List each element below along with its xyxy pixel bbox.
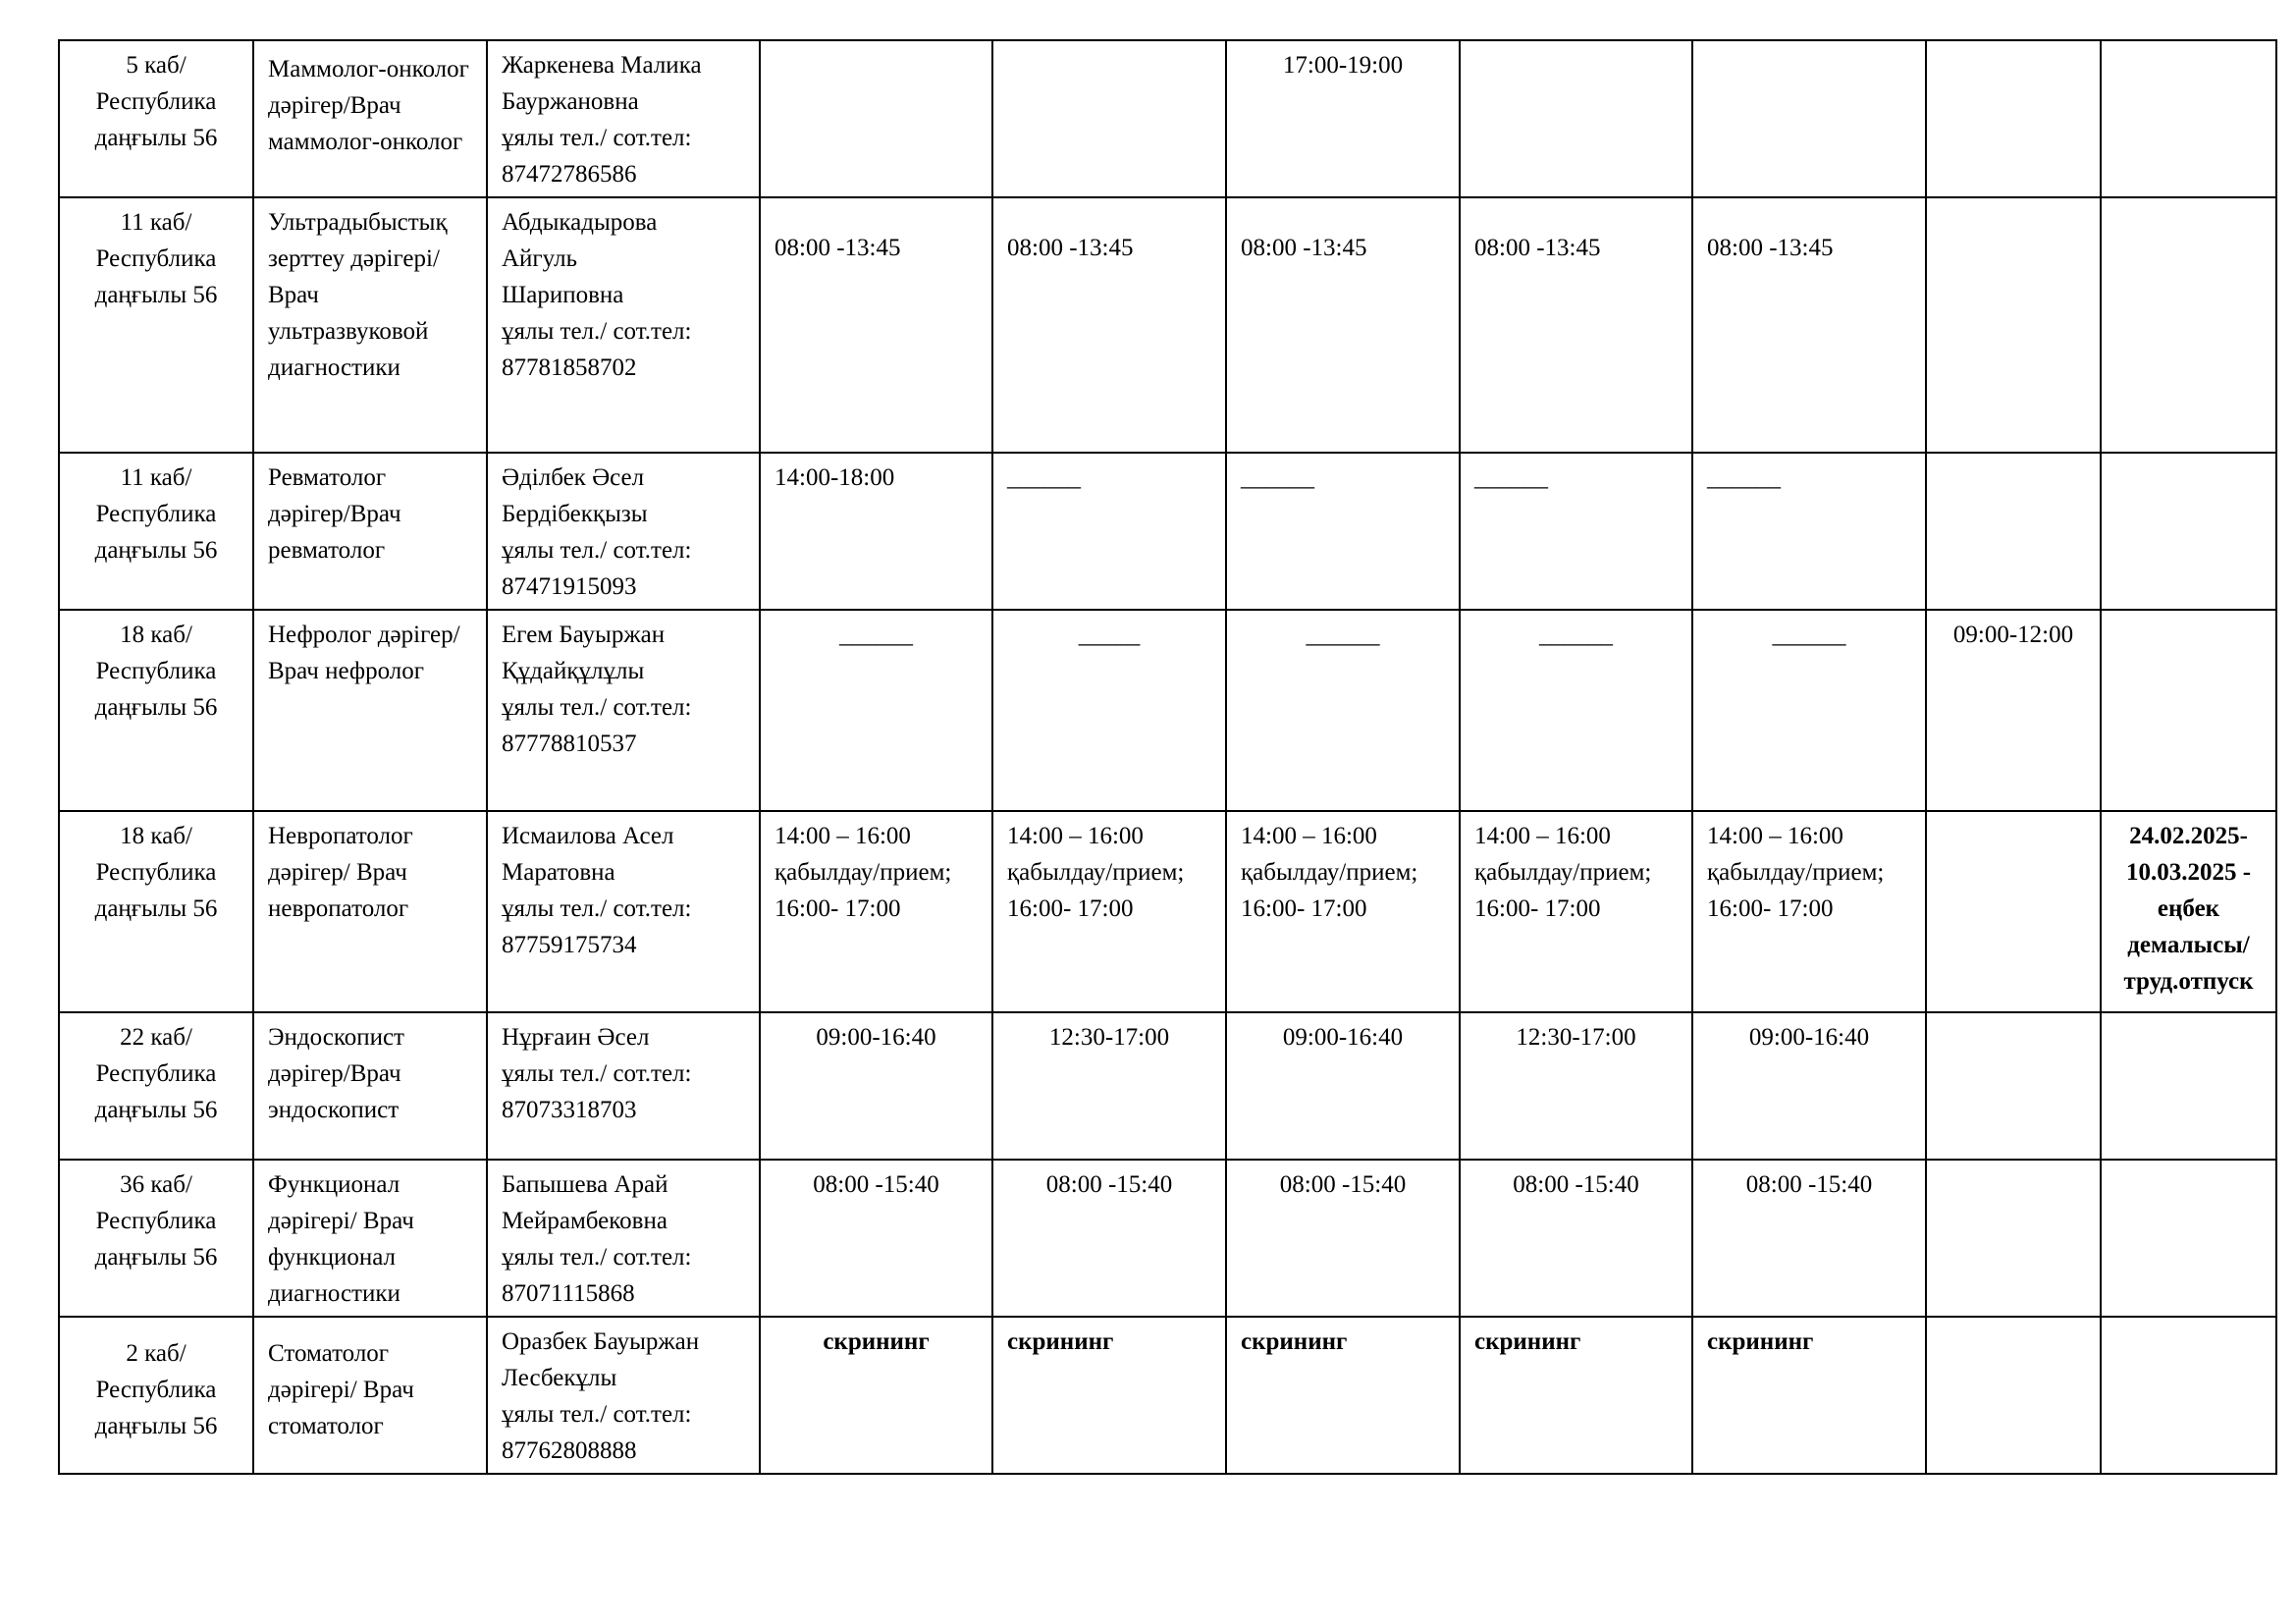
saturday-cell xyxy=(1926,197,2101,453)
friday-cell: 08:00 -15:40 xyxy=(1692,1160,1926,1317)
tuesday-cell xyxy=(992,40,1226,197)
tuesday-cell: ______ xyxy=(992,453,1226,610)
specialty-cell: Невропатолог дәрігер/ Врач невропатолог xyxy=(253,811,487,1012)
table-row xyxy=(59,811,2276,1012)
cabinet-cell: 22 каб/ Республика даңғылы 56 xyxy=(59,1012,253,1160)
doctor-cell: Абдыкадырова Айгуль Шариповна ұялы тел./ сот.тел: 87781858702 xyxy=(487,197,760,453)
tuesday-cell: скрининг xyxy=(992,1317,1226,1474)
specialty-cell: Функционал дәрігері/ Врач функционал диагностики xyxy=(253,1160,487,1317)
tuesday-cell: _____ xyxy=(992,610,1226,811)
tuesday-cell: 08:00 -13:45 xyxy=(992,197,1226,453)
note-cell xyxy=(2101,197,2276,453)
monday-cell: 08:00 -13:45 xyxy=(760,197,992,453)
cabinet-cell: 18 каб/ Республика даңғылы 56 xyxy=(59,610,253,811)
wednesday-cell: 08:00 -15:40 xyxy=(1226,1160,1460,1317)
doctor-cell: Егем Бауыржан Құдайқұлұлы ұялы тел./ сот.тел: 87778810537 xyxy=(487,610,760,811)
friday-cell: скрининг xyxy=(1692,1317,1926,1474)
tuesday-cell: 12:30-17:00 xyxy=(992,1012,1226,1160)
wednesday-cell: 14:00 – 16:00 қабылдау/прием; 16:00- 17:00 xyxy=(1226,811,1460,1012)
note-cell xyxy=(2101,610,2276,811)
cabinet-cell: 11 каб/ Республика даңғылы 56 xyxy=(59,197,253,453)
table-row xyxy=(59,197,2276,453)
monday-cell: скрининг xyxy=(760,1317,992,1474)
table-row xyxy=(59,610,2276,811)
thursday-cell: 14:00 – 16:00 қабылдау/прием; 16:00- 17:00 xyxy=(1460,811,1692,1012)
table-row xyxy=(59,1160,2276,1317)
friday-cell xyxy=(1692,40,1926,197)
friday-cell: 09:00-16:40 xyxy=(1692,1012,1926,1160)
tuesday-cell: 08:00 -15:40 xyxy=(992,1160,1226,1317)
doctor-cell: Исмаилова Асел Маратовна ұялы тел./ сот.тел: 87759175734 xyxy=(487,811,760,1012)
monday-cell: ______ xyxy=(760,610,992,811)
cabinet-cell: 18 каб/ Республика даңғылы 56 xyxy=(59,811,253,1012)
table-row xyxy=(59,453,2276,610)
monday-cell: 09:00-16:40 xyxy=(760,1012,992,1160)
cabinet-cell: 11 каб/ Республика даңғылы 56 xyxy=(59,453,253,610)
saturday-cell xyxy=(1926,811,2101,1012)
doctor-cell: Оразбек Бауыржан Лесбекұлы ұялы тел./ сот.тел: 87762808888 xyxy=(487,1317,760,1474)
wednesday-cell: скрининг xyxy=(1226,1317,1460,1474)
monday-cell xyxy=(760,40,992,197)
cabinet-cell: 2 каб/ Республика даңғылы 56 xyxy=(59,1317,253,1474)
note-cell xyxy=(2101,40,2276,197)
wednesday-cell: ______ xyxy=(1226,453,1460,610)
tuesday-cell: 14:00 – 16:00 қабылдау/прием; 16:00- 17:00 xyxy=(992,811,1226,1012)
specialty-cell: Ультрадыбыстық зерттеу дәрігері/ Врач ультразвуковой диагностики xyxy=(253,197,487,453)
thursday-cell: 08:00 -15:40 xyxy=(1460,1160,1692,1317)
doctor-cell: Әділбек Әсел Бердібекқызы ұялы тел./ сот.тел: 87471915093 xyxy=(487,453,760,610)
cabinet-cell: 36 каб/ Республика даңғылы 56 xyxy=(59,1160,253,1317)
doctor-schedule-table xyxy=(58,39,2277,1475)
wednesday-cell: ______ xyxy=(1226,610,1460,811)
friday-cell: 14:00 – 16:00 қабылдау/прием; 16:00- 17:00 xyxy=(1692,811,1926,1012)
table-row xyxy=(59,1012,2276,1160)
saturday-cell xyxy=(1926,1317,2101,1474)
saturday-cell xyxy=(1926,1160,2101,1317)
note-cell: 24.02.2025-10.03.2025 - еңбек демалысы/ труд.отпуск xyxy=(2101,811,2276,1012)
specialty-cell: Маммолог-онколог дәрігер/Врач маммолог-онколог xyxy=(253,40,487,197)
thursday-cell: 12:30-17:00 xyxy=(1460,1012,1692,1160)
cabinet-cell: 5 каб/ Республика даңғылы 56 xyxy=(59,40,253,197)
wednesday-cell: 08:00 -13:45 xyxy=(1226,197,1460,453)
thursday-cell: ______ xyxy=(1460,453,1692,610)
thursday-cell: 08:00 -13:45 xyxy=(1460,197,1692,453)
specialty-cell: Нефролог дәрігер/ Врач нефролог xyxy=(253,610,487,811)
friday-cell: 08:00 -13:45 xyxy=(1692,197,1926,453)
table-row xyxy=(59,1317,2276,1474)
friday-cell: ______ xyxy=(1692,453,1926,610)
thursday-cell xyxy=(1460,40,1692,197)
thursday-cell: ______ xyxy=(1460,610,1692,811)
saturday-cell xyxy=(1926,1012,2101,1160)
friday-cell: ______ xyxy=(1692,610,1926,811)
note-cell xyxy=(2101,1160,2276,1317)
wednesday-cell: 17:00-19:00 xyxy=(1226,40,1460,197)
monday-cell: 14:00 – 16:00 қабылдау/прием; 16:00- 17:00 xyxy=(760,811,992,1012)
monday-cell: 08:00 -15:40 xyxy=(760,1160,992,1317)
note-cell xyxy=(2101,1317,2276,1474)
note-cell xyxy=(2101,453,2276,610)
specialty-cell: Эндоскопист дәрігер/Врач эндоскопист xyxy=(253,1012,487,1160)
wednesday-cell: 09:00-16:40 xyxy=(1226,1012,1460,1160)
specialty-cell: Стоматолог дәрігері/ Врач стоматолог xyxy=(253,1317,487,1474)
saturday-cell: 09:00-12:00 xyxy=(1926,610,2101,811)
thursday-cell: скрининг xyxy=(1460,1317,1692,1474)
doctor-cell: Жаркенева Малика Бауржановна ұялы тел./ сот.тел: 87472786586 xyxy=(487,40,760,197)
table-row xyxy=(59,40,2276,197)
monday-cell: 14:00-18:00 xyxy=(760,453,992,610)
specialty-cell: Ревматолог дәрігер/Врач ревматолог xyxy=(253,453,487,610)
saturday-cell xyxy=(1926,40,2101,197)
doctor-cell: Бапышева Арай Мейрамбековна ұялы тел./ сот.тел: 87071115868 xyxy=(487,1160,760,1317)
saturday-cell xyxy=(1926,453,2101,610)
doctor-cell: Нұрғаин Әсел ұялы тел./ сот.тел: 87073318703 xyxy=(487,1012,760,1160)
note-cell xyxy=(2101,1012,2276,1160)
